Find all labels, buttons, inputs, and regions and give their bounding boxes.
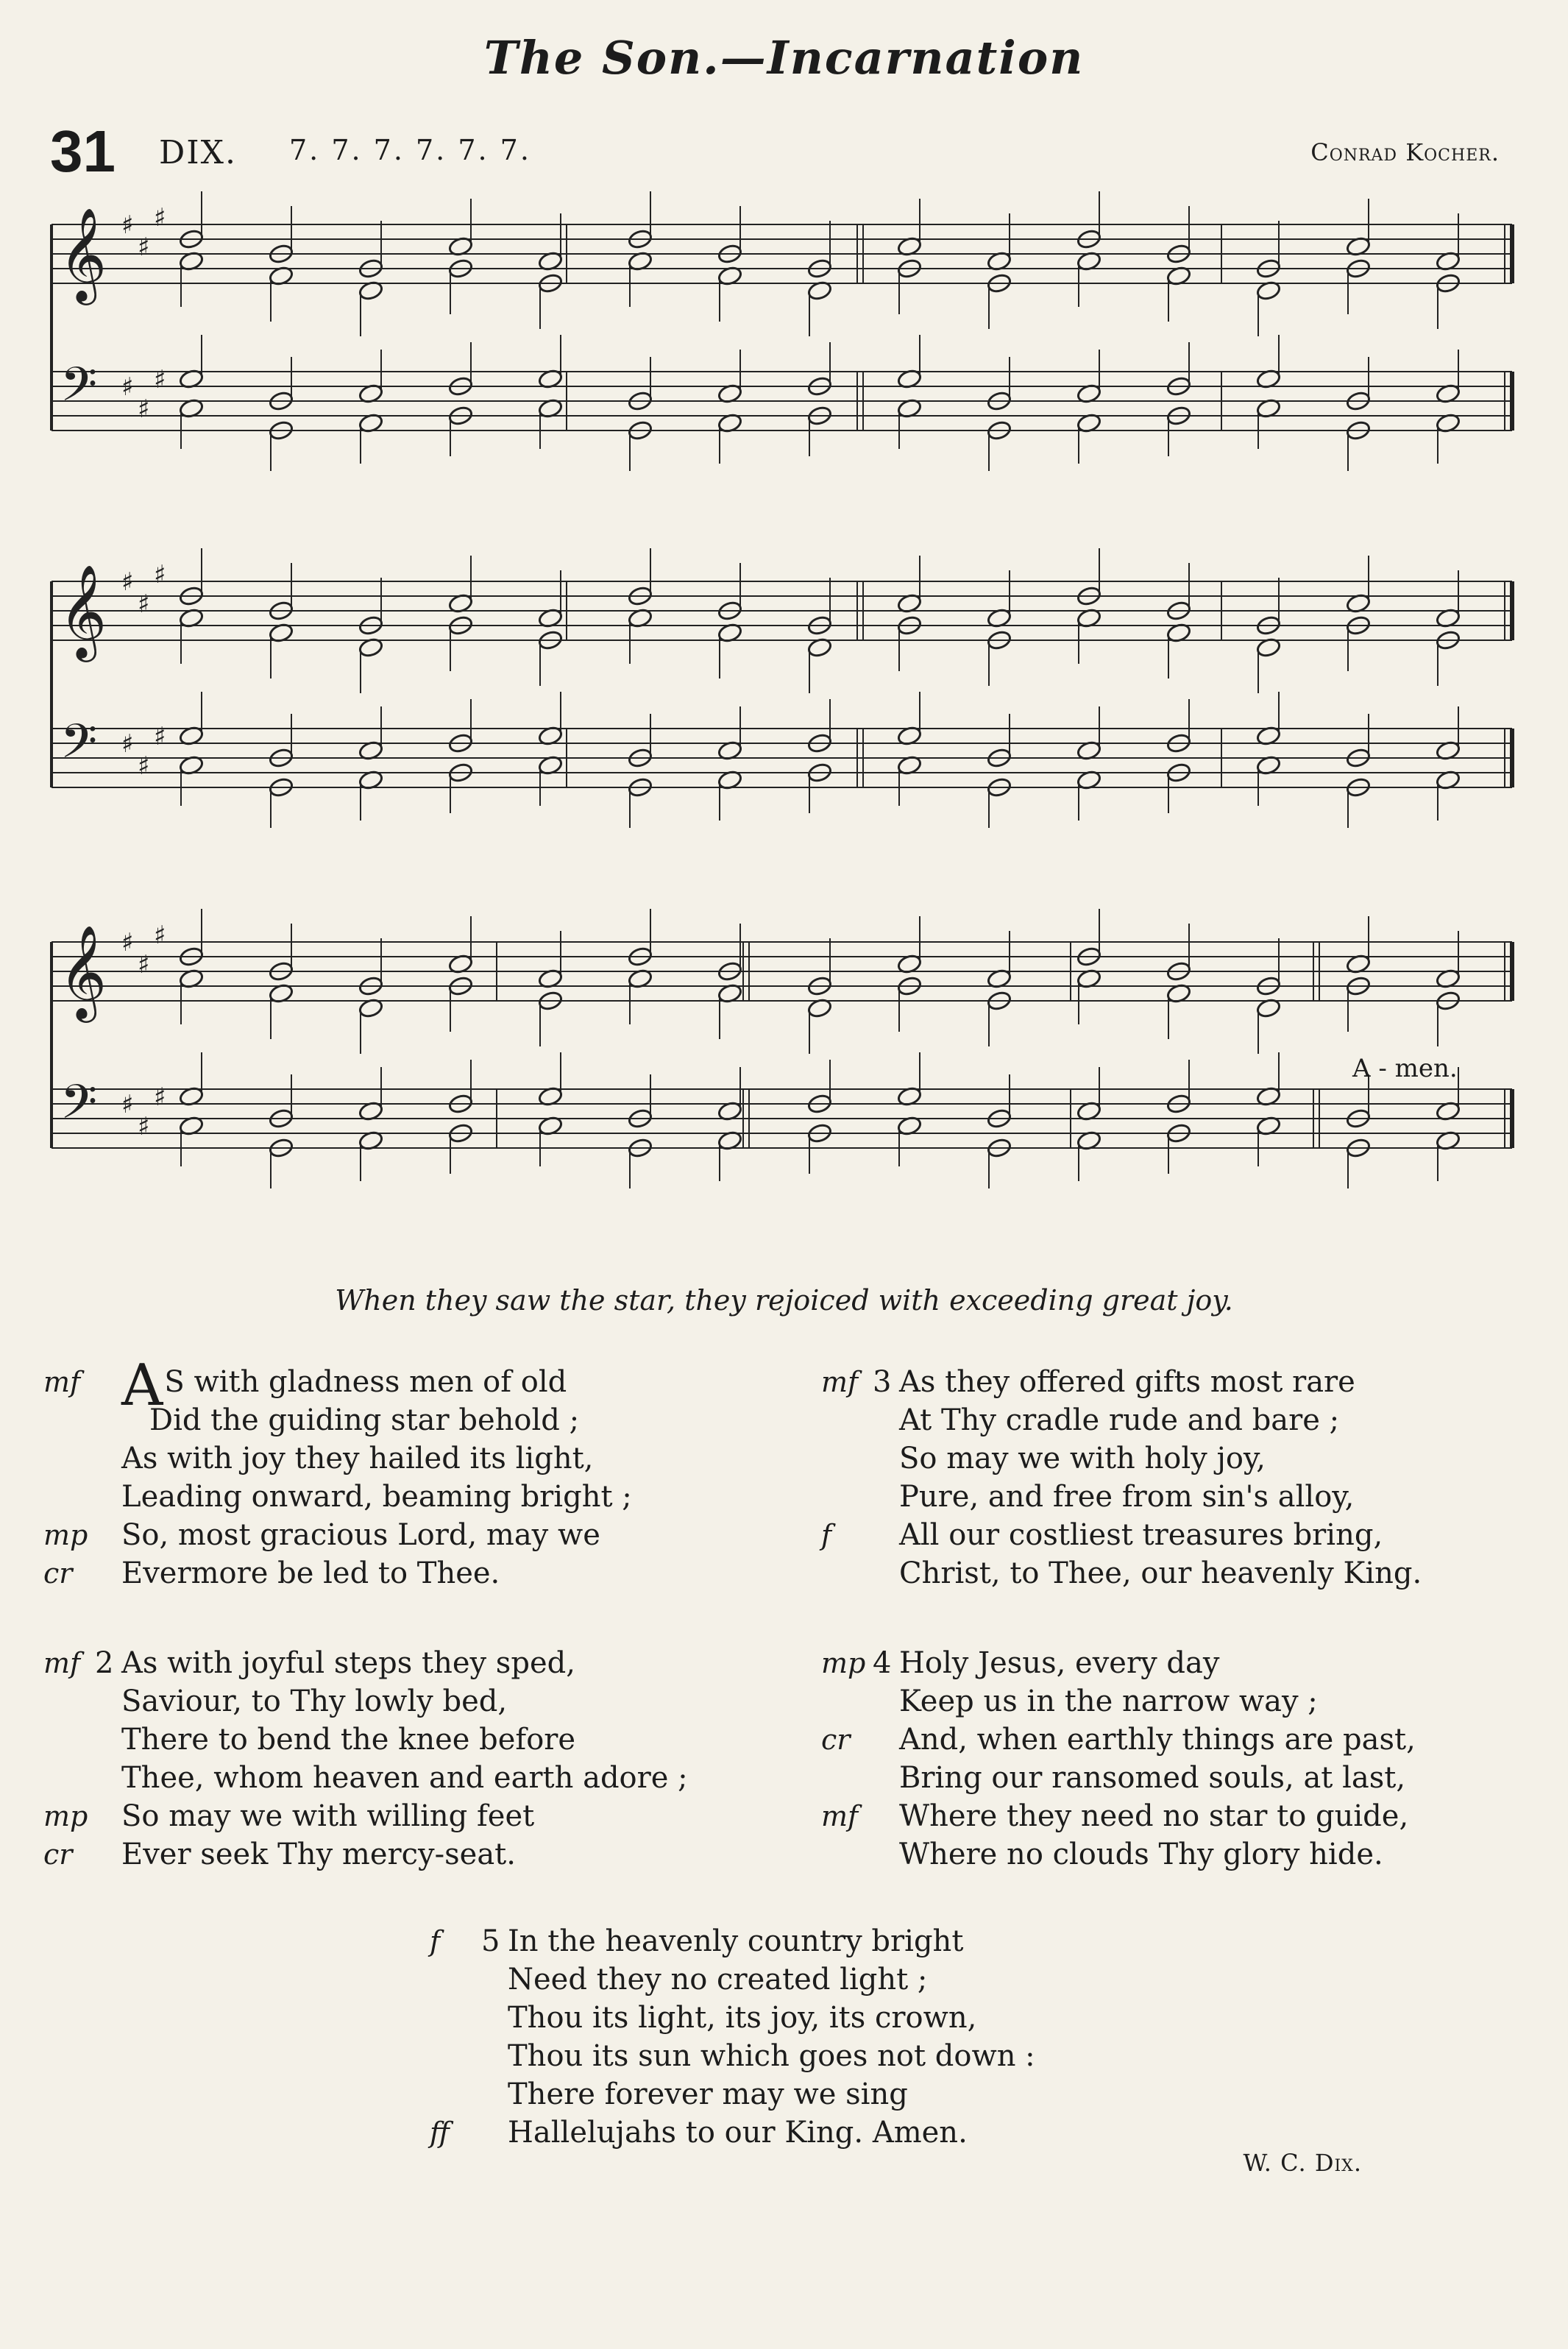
verse-line — [43, 1835, 688, 1874]
verse-line — [821, 1363, 1422, 1401]
verse-line — [508, 2075, 1035, 2114]
verse-text: So may we with holy joy, — [899, 1442, 1266, 1475]
dynamic-mark: mf — [821, 1800, 859, 1832]
verse-text: Holy Jesus, every day — [899, 1646, 1220, 1680]
dynamic-mark: f — [821, 1519, 832, 1551]
verse-text: Thee, whom heaven and earth adore ; — [121, 1761, 688, 1795]
verse-line — [508, 1999, 1035, 2037]
sharp-icon: ♯ — [138, 233, 150, 262]
verse-line — [821, 1797, 1416, 1835]
verse-text: Did the guiding star behold ; — [149, 1403, 580, 1437]
dynamic-mark: mp — [43, 1800, 88, 1832]
verse-line — [899, 1682, 1416, 1721]
verse-line — [821, 1721, 1416, 1759]
meter: 7. 7. 7. 7. 7. 7. — [289, 134, 531, 166]
tune-name: DIX. — [159, 134, 237, 171]
sharp-icon: ♯ — [154, 722, 166, 751]
verse-1 — [43, 1353, 632, 1592]
sharp-icon: ♯ — [154, 365, 166, 394]
verse-line — [121, 1759, 688, 1797]
verse-line — [899, 1439, 1422, 1478]
verse-line — [43, 1516, 632, 1554]
sharp-icon: ♯ — [121, 928, 134, 957]
bass-clef-icon: 𝄢 — [60, 358, 98, 424]
dynamic-mark: mf — [43, 1647, 81, 1679]
sharp-icon: ♯ — [154, 560, 166, 589]
verse-text: Thou its light, its joy, its crown, — [508, 2001, 977, 2035]
verse-line — [121, 1721, 688, 1759]
sharp-icon: ♯ — [138, 751, 150, 781]
verse-text: As with joyful steps they sped, — [121, 1646, 575, 1680]
verse-text: As they offered gifts most rare — [899, 1365, 1355, 1399]
verse-text: In the heavenly country bright — [508, 1924, 964, 1958]
treble-clef-icon: 𝄞 — [59, 207, 107, 301]
verse-text: Where no clouds Thy glory hide. — [899, 1838, 1383, 1871]
verse-text: As with joy they hailed its light, — [121, 1442, 594, 1475]
verse-text: Ever seek Thy mercy-seat. — [121, 1838, 516, 1871]
sharp-icon: ♯ — [154, 203, 166, 233]
verse-number: 2 — [95, 1646, 114, 1680]
dynamic-mark: f — [430, 1925, 441, 1958]
sharp-icon: ♯ — [121, 1090, 134, 1119]
verse-line — [508, 2037, 1035, 2075]
verse-text: And, when earthly things are past, — [899, 1723, 1416, 1757]
dynamic-mark: cr — [43, 1557, 73, 1590]
dynamic-mark: mf — [43, 1366, 81, 1398]
verse-line — [508, 1960, 1035, 1999]
verse-text: So, most gracious Lord, may we — [121, 1518, 600, 1552]
composer: Conrad Kocher. — [1310, 138, 1500, 166]
verse-line — [121, 1439, 632, 1478]
verse-number: 5 — [481, 1924, 500, 1958]
sharp-icon: ♯ — [138, 950, 150, 979]
amen-label: A - men. — [1352, 1054, 1458, 1083]
verse-text: Pure, and free from sin's alloy, — [899, 1480, 1355, 1514]
dynamic-mark: cr — [43, 1838, 73, 1871]
sharp-icon: ♯ — [154, 1083, 166, 1112]
verse-line — [121, 1478, 632, 1516]
verse-line — [899, 1759, 1416, 1797]
epigraph: When they saw the star, they rejoiced with exceeding great joy. — [335, 1284, 1233, 1317]
verse-text: Thou its sun which goes not down : — [508, 2039, 1035, 2073]
treble-clef-icon: 𝄞 — [59, 924, 107, 1018]
running-head: The Son.—Incarnation — [483, 31, 1085, 85]
verse-3 — [821, 1363, 1422, 1592]
sharp-icon: ♯ — [121, 729, 134, 759]
verse-text: Bring our ransomed souls, at last, — [899, 1761, 1406, 1795]
author: W. C. Dix. — [1243, 2149, 1362, 2177]
verse-line — [899, 1835, 1416, 1874]
verse-5 — [430, 1922, 1035, 2152]
verse-line — [821, 1516, 1422, 1554]
verse-text: There forever may we sing — [508, 2077, 908, 2111]
verse-text: Christ, to Thee, our heavenly King. — [899, 1556, 1422, 1590]
sharp-icon: ♯ — [121, 372, 134, 402]
verse-4 — [821, 1644, 1416, 1874]
verse-line — [821, 1644, 1416, 1682]
verse-line — [899, 1554, 1422, 1592]
verse-text: Where they need no star to guide, — [899, 1799, 1409, 1833]
verse-line — [43, 1353, 632, 1419]
verse-number: 3 — [873, 1365, 892, 1399]
verse-2 — [43, 1644, 688, 1874]
verse-text: Evermore be led to Thee. — [121, 1556, 500, 1590]
dynamic-mark: ff — [430, 2116, 450, 2149]
verse-text: So may we with willing feet — [121, 1799, 535, 1833]
bass-clef-icon: 𝄢 — [60, 715, 98, 781]
verse-text: Leading onward, beaming bright ; — [121, 1480, 632, 1514]
verse-line — [430, 2114, 1035, 2152]
dynamic-mark: mp — [43, 1519, 88, 1551]
verse-line — [430, 1922, 1035, 1960]
sharp-icon: ♯ — [138, 589, 150, 619]
hymn-number: 31 — [50, 118, 116, 184]
verse-line — [43, 1644, 688, 1682]
treble-clef-icon: 𝄞 — [59, 564, 107, 658]
verse-text: Need they no created light ; — [508, 1963, 928, 1997]
verse-text: Keep us in the narrow way ; — [899, 1684, 1318, 1718]
verse-number: 4 — [873, 1646, 892, 1680]
sharp-icon: ♯ — [138, 1112, 150, 1141]
sharp-icon: ♯ — [121, 567, 134, 597]
sharp-icon: ♯ — [121, 210, 134, 240]
dynamic-mark: mp — [821, 1647, 866, 1679]
verse-line — [899, 1478, 1422, 1516]
verse-text: At Thy cradle rude and bare ; — [899, 1403, 1340, 1437]
dynamic-mark: cr — [821, 1723, 851, 1756]
verse-text: Saviour, to Thy lowly bed, — [121, 1684, 508, 1718]
verse-text: Hallelujahs to our King. Amen. — [508, 2116, 968, 2150]
sharp-icon: ♯ — [138, 394, 150, 424]
sharp-icon: ♯ — [154, 921, 166, 950]
verse-line — [121, 1401, 632, 1439]
verse-text: All our costliest treasures bring, — [899, 1518, 1383, 1552]
verse-text: S with gladness men of old — [164, 1365, 567, 1399]
drop-cap: A — [121, 1353, 163, 1419]
verse-line — [121, 1682, 688, 1721]
dynamic-mark: mf — [821, 1366, 859, 1398]
verse-line — [43, 1797, 688, 1835]
bass-clef-icon: 𝄢 — [60, 1075, 98, 1141]
verse-line — [899, 1401, 1422, 1439]
verse-text: There to bend the knee before — [121, 1723, 576, 1757]
verse-line — [43, 1554, 632, 1592]
